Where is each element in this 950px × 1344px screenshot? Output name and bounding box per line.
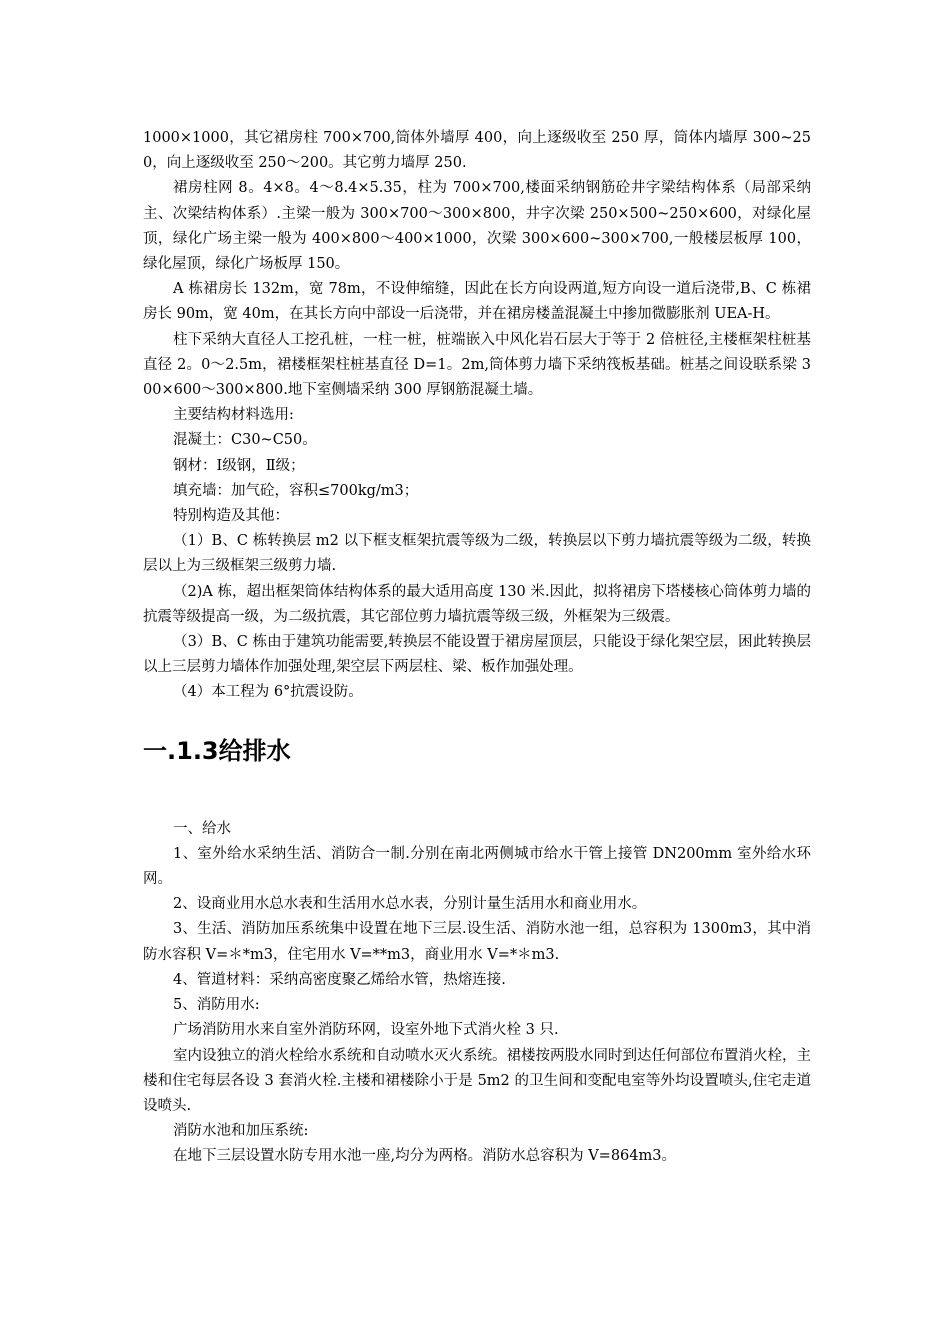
water-paragraph-4: 3、生活、消防加压系统集中设置在地下三层.设生活、消防水池一组，总容积为 1300m3，其中消防水容积 V=＊*m3，住宅用水 V=**m3，商业用水 V=*＊m3. <box>143 921 811 963</box>
structure-paragraph-1: 1000×1000，其它裙房柱 700×700,筒体外墙厚 400，向上逐级收至 250 厚，筒体内墙厚 300~250，向上逐级收至 250～200。其它剪力墙厚 250. <box>143 130 811 172</box>
water-paragraph-6: 5、消防用水: <box>173 997 260 1014</box>
structure-paragraph-13: （4）本工程为 6°抗震设防。 <box>173 684 363 701</box>
water-paragraph-1: 一、给水 <box>173 820 231 837</box>
structure-paragraph-10: （1）B、C 栋转换层 m2 以下框支框架抗震等级为二级，转换层以下剪力墙抗震等级为二级，转换层以上为三级框架三级剪力墙. <box>143 533 811 575</box>
water-paragraph-9: 消防水池和加压系统: <box>173 1123 309 1140</box>
structure-paragraph-9: 特别构造及其他： <box>173 508 289 525</box>
document-page <box>143 126 811 1170</box>
structure-paragraph-11: （2)A 栋，超出框架筒体结构体系的最大适用高度 130 米.因此，拟将裙房下塔楼核心筒体剪力墙的抗震等级提高一级，为二级抗震，其它部位剪力墙抗震等级三级，外框架为三级震。 <box>143 583 811 625</box>
structure-paragraph-8: 填充墙：加气砼，容积≤700kg/m3； <box>173 482 419 499</box>
water-paragraph-10: 在地下三层设置水防专用水池一座,均分为两格。消防水总容积为 V=864m3。 <box>173 1148 676 1165</box>
structure-paragraph-6: 混凝土：C30~C50。 <box>173 432 317 449</box>
structure-paragraph-5: 主要结构材料选用: <box>173 407 294 424</box>
structure-paragraph-3: A 栋裙房长 132m，宽 78m，不设伸缩缝，因此在长方向设两道,短方向设一道后浇带,B、C 栋裙房长 90m，宽 40m，在其长方向中部设一后浇带，并在裙房楼盖混凝土中掺加微膨胀剂 UEA-H。 <box>143 281 811 323</box>
structure-paragraph-2: 裙房柱网 8。4×8。4～8.4×5.35，柱为 700×700,楼面采纳钢筋砼井字梁结构体系（局部采纳主、次梁结构体系）.主梁一般为 300×700～300×800，井字次梁 250×500~250×600，对绿化屋顶，绿化广场主梁一般为 400×800～400×1000，次梁 300×600~300×700,一般楼层板厚 100，绿化屋顶，绿化广场板厚 150。 <box>143 180 811 273</box>
section-spacer <box>143 767 811 817</box>
water-paragraph-5: 4、管道材料：采纳高密度聚乙烯给水管，热熔连接. <box>173 971 506 988</box>
structure-paragraph-4: 柱下采纳大直径人工挖孔桩，一柱一桩，桩端嵌入中风化岩石层大于等于 2 倍桩径,主楼框架柱桩基直径 2。0～2.5m，裙楼框架柱桩基直径 D=1。2m,筒体剪力墙下采纳筏板基础。桩基之间设联系梁 300×600～300×800.地下室侧墙采纳 300 厚钢筋混凝土墙。 <box>143 331 811 399</box>
water-paragraph-7: 广场消防用水来自室外消防环网，设室外地下式消火栓 3 只. <box>173 1022 559 1039</box>
water-paragraph-2: 1、室外给水采纳生活、消防合一制.分别在南北两侧城市给水干管上接管 DN200mm 室外给水环网。 <box>143 845 811 888</box>
water-paragraph-8: 室内设独立的消火栓给水系统和自动喷水灭火系统。裙楼按两股水同时到达任何部位布置消火栓，主楼和住宅每层各设 3 套消火栓.主楼和裙楼除小于是 5m2 的卫生间和变配电室等外均设置喷头,住宅走道设喷头. <box>143 1047 811 1114</box>
section-heading-water: 一.1.3给排水 <box>143 736 291 765</box>
structure-paragraph-12: （3）B、C 栋由于建筑功能需要,转换层不能设置于裙房屋顶层，只能设于绿化架空层，困此转换层以上三层剪力墙体作加强处理,架空层下两层柱、梁、板作加强处理。 <box>143 634 811 676</box>
structure-paragraph-7: 钢材：Ⅰ级钢，Ⅱ级； <box>173 457 305 474</box>
water-paragraph-3: 2、设商业用水总水表和生活用水总水表，分别计量生活用水和商业用水。 <box>173 896 647 913</box>
